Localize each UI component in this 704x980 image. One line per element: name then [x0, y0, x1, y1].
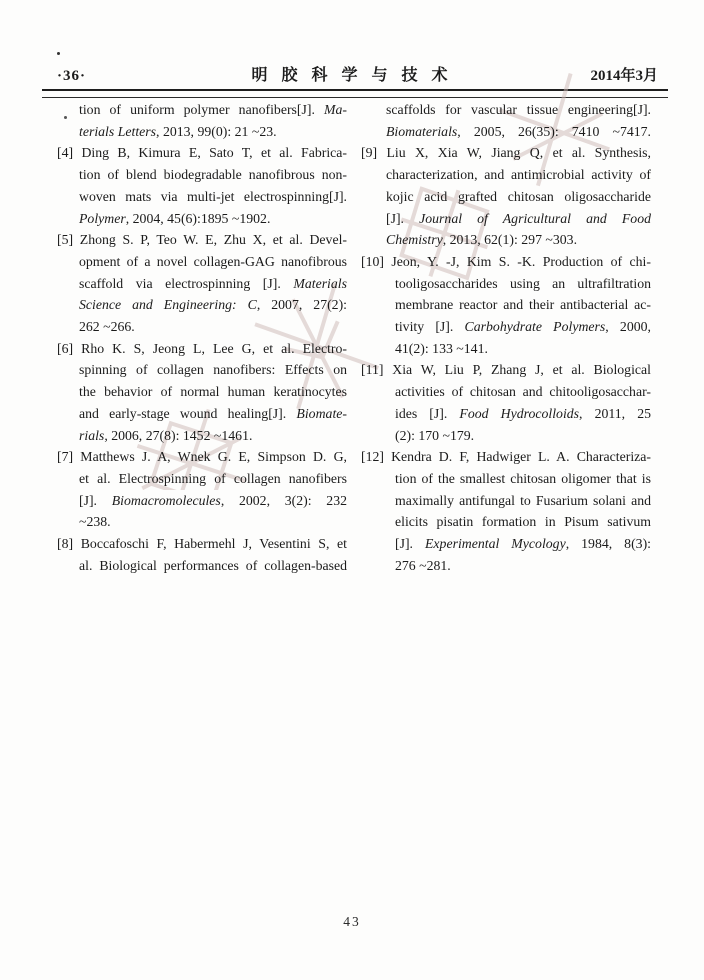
- scan-speck: [57, 52, 60, 55]
- reference-line: [361, 403, 651, 425]
- reference-line: [361, 468, 651, 490]
- reference-line: [57, 294, 347, 316]
- reference-line: [361, 294, 651, 316]
- reference-text: [J].: [79, 492, 112, 508]
- reference-line: [361, 338, 651, 360]
- journal-name-italic: Food Hydrocolloids: [459, 405, 580, 421]
- reference-text: , 2007, 27(2):: [256, 297, 348, 313]
- reference-line: [361, 164, 651, 186]
- reference-line: [57, 142, 347, 164]
- page-footer: [0, 914, 704, 930]
- reference-text: , 2011, 25: [579, 405, 651, 421]
- reference-text: , 2002, 3(2): 232: [220, 492, 347, 508]
- reference-line: [361, 490, 651, 512]
- reference-text: kojic acid grafted chitosan oligosaccharide: [386, 188, 651, 204]
- reference-text: [9] Liu X, Xia W, Jiang Q, et al. Synthesis,: [361, 145, 651, 161]
- reference-text: (2): 170 ~179.: [395, 427, 475, 443]
- journal-name-italic: Materials: [293, 275, 347, 291]
- reference-text: [11] Xia W, Liu P, Zhang J, et al. Biological: [361, 362, 651, 378]
- reference-text: , 2004, 45(6):1895 ~1902.: [125, 210, 271, 226]
- references-column-right: [361, 99, 651, 576]
- references-column-left: [57, 99, 347, 576]
- reference-line: [361, 99, 651, 121]
- reference-text: , 2005, 26(35): 7410 ~7417.: [457, 123, 651, 139]
- reference-line: [361, 533, 651, 555]
- reference-text: spinning of collagen nanofibers: Effects on: [79, 362, 347, 378]
- reference-line: [361, 251, 651, 273]
- page-header: [42, 62, 662, 85]
- reference-line: [57, 468, 347, 490]
- references-section: [57, 99, 651, 576]
- journal-name-italic: Polymer: [79, 210, 126, 226]
- reference-text: [5] Zhong S. P, Teo W. E, Zhu X, et al. Devel-: [57, 232, 347, 248]
- reference-text: [7] Matthews J. A, Wnek G. E, Simpson D. G,: [57, 449, 347, 465]
- reference-text: [4] Ding B, Kimura E, Sato T, et al. Fabrica-: [57, 145, 347, 161]
- journal-name-italic: Experimental Mycology: [425, 536, 566, 552]
- journal-name-italic: Science and Engineering: C: [79, 297, 257, 313]
- reference-line: [361, 446, 651, 468]
- reference-line: [57, 359, 347, 381]
- reference-text: the behavior of normal human keratinocytes: [79, 384, 347, 400]
- reference-text: tivity [J].: [395, 319, 465, 335]
- reference-text: membrane reactor and their antibacterial ac-: [395, 297, 651, 313]
- reference-text: ides [J].: [395, 405, 460, 421]
- header-page-number: ·36·: [57, 68, 87, 84]
- reference-text: elicits pisatin formation in Pisum sativum: [395, 514, 651, 530]
- reference-text: characterization, and antimicrobial activity of: [386, 167, 651, 183]
- reference-line: [57, 381, 347, 403]
- journal-name-italic: rials: [79, 427, 105, 443]
- reference-line: [57, 99, 347, 121]
- reference-text: al. Biological performances of collagen-based: [79, 557, 347, 573]
- reference-text: , 2006, 27(8): 1452 ~1461.: [104, 427, 253, 443]
- reference-text: [12] Kendra D. F, Hadwiger L. A. Characteriza-: [361, 449, 651, 465]
- reference-line: [57, 511, 347, 533]
- reference-line: [57, 490, 347, 512]
- reference-text: scaffold via electrospinning [J].: [79, 275, 294, 291]
- reference-line: [57, 229, 347, 251]
- reference-text: , 2013, 62(1): 297 ~303.: [442, 232, 578, 248]
- reference-line: [361, 273, 651, 295]
- journal-name-italic: Ma-: [324, 102, 347, 117]
- reference-line: [361, 186, 651, 208]
- reference-text: maximally antifungal to Fusarium solani and: [395, 492, 651, 508]
- reference-text: scaffolds for vascular tissue engineering[J].: [386, 102, 651, 117]
- reference-text: et al. Electrospinning of collagen nanofibers: [79, 470, 347, 486]
- reference-line: [57, 121, 347, 143]
- reference-text: [6] Rho K. S, Jeong L, Lee G, et al. Electro-: [57, 340, 347, 356]
- reference-line: [361, 555, 651, 577]
- reference-text: ~238.: [79, 514, 111, 530]
- reference-line: [57, 251, 347, 273]
- reference-line: [57, 164, 347, 186]
- reference-text: tion of uniform polymer nanofibers[J].: [79, 102, 324, 117]
- folio-page-number: 43: [343, 914, 361, 929]
- reference-text: tooligosaccharides using an ultrafiltration: [395, 275, 651, 291]
- reference-line: [361, 142, 651, 164]
- reference-line: [361, 121, 651, 143]
- reference-line: [361, 425, 651, 447]
- reference-line: [361, 208, 651, 230]
- reference-text: [J].: [386, 210, 420, 226]
- reference-line: [57, 273, 347, 295]
- reference-text: 41(2): 133 ~141.: [395, 340, 488, 356]
- reference-line: [57, 186, 347, 208]
- reference-line: [57, 533, 347, 555]
- reference-text: [J].: [395, 536, 425, 552]
- reference-text: , 2000,: [605, 319, 651, 335]
- reference-text: , 1984, 8(3):: [565, 536, 651, 552]
- journal-name-italic: Biomaterials: [386, 123, 458, 139]
- journal-name-italic: Carbohydrate Polymers: [464, 319, 606, 335]
- issue-date: 2014年3月: [590, 68, 658, 84]
- reference-line: [57, 555, 347, 577]
- reference-line: [57, 208, 347, 230]
- reference-line: [57, 338, 347, 360]
- reference-line: [361, 316, 651, 338]
- reference-line: [361, 511, 651, 533]
- reference-text: 262 ~266.: [79, 319, 135, 335]
- reference-line: [57, 425, 347, 447]
- journal-name-italic: Journal of Agricultural and Food: [419, 210, 651, 226]
- reference-text: opment of a novel collagen-GAG nanofibrous: [79, 253, 347, 269]
- reference-line: [57, 403, 347, 425]
- reference-line: [361, 381, 651, 403]
- journal-title: 明 胶 科 学 与 技 术: [251, 67, 453, 84]
- journal-name-italic: Biomacromolecules: [111, 492, 221, 508]
- journal-name-italic: Biomate-: [296, 405, 347, 421]
- reference-text: [10] Jeon, Y. -J, Kim S. -K. Production of chi-: [361, 253, 651, 269]
- reference-text: activities of chitosan and chitooligosacchar-: [395, 384, 651, 400]
- reference-text: , 2013, 99(0): 21 ~23.: [156, 123, 277, 139]
- journal-name-italic: terials Letters: [79, 123, 157, 139]
- reference-text: and early-stage wound healing[J].: [79, 405, 297, 421]
- reference-text: [8] Boccafoschi F, Habermehl J, Vesentini S, et: [57, 536, 347, 552]
- reference-line: [361, 229, 651, 251]
- reference-text: tion of the smallest chitosan oligomer that is: [395, 470, 651, 486]
- reference-text: tion of blend biodegradable nanofibrous non-: [79, 167, 347, 183]
- reference-text: 276 ~281.: [395, 557, 451, 573]
- header-double-rule: [42, 89, 668, 98]
- reference-text: woven mats via multi-jet electrospinning[J].: [79, 188, 347, 204]
- reference-line: [57, 316, 347, 338]
- reference-line: [57, 446, 347, 468]
- reference-line: [361, 359, 651, 381]
- journal-name-italic: Chemistry: [386, 232, 443, 248]
